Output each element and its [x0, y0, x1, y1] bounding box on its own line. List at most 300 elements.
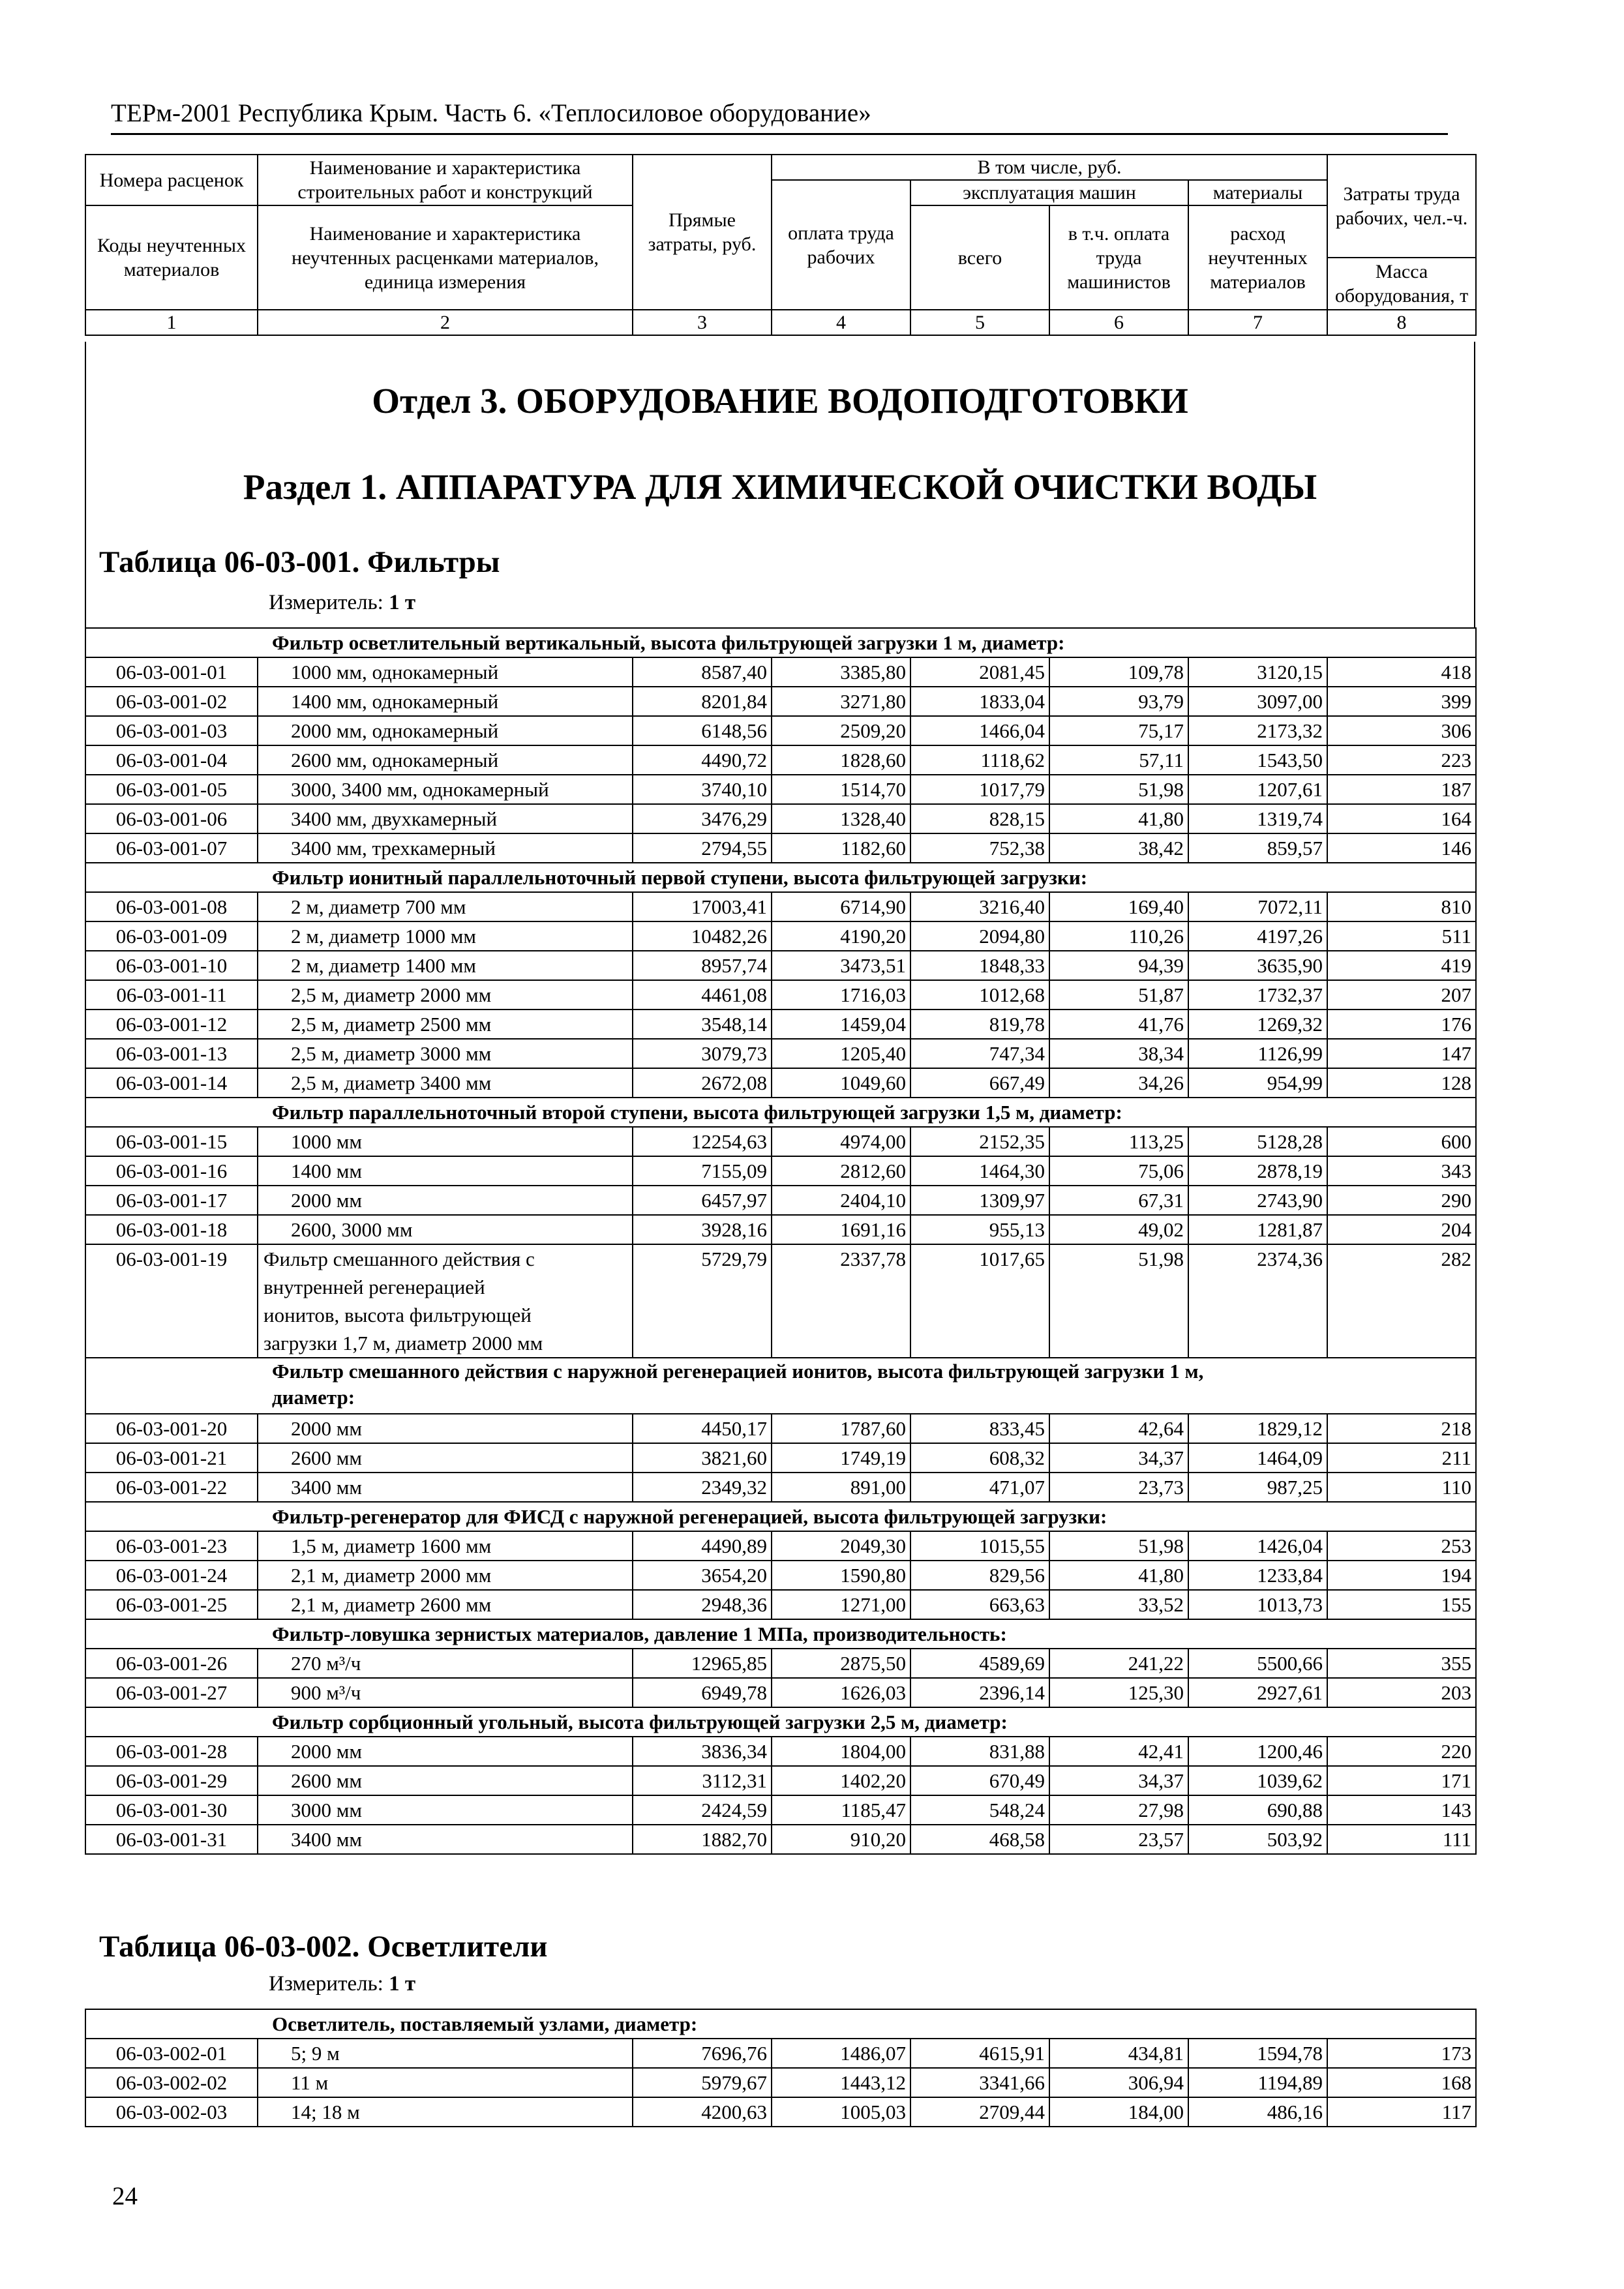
direct-cost: 3836,34: [633, 1737, 772, 1766]
operator-cost: 241,22: [1049, 1649, 1188, 1678]
labor-cost: 1514,70: [772, 775, 910, 804]
group-header-row: [85, 1707, 1476, 1737]
material-cost: 5128,28: [1188, 1127, 1327, 1156]
labor-cost: 1328,40: [772, 804, 910, 833]
labor-hours: 187: [1327, 775, 1476, 804]
page-header: ТЕРм-2001 Республика Крым. Часть 6. «Теплосиловое оборудование»: [111, 99, 871, 127]
direct-cost: 3079,73: [633, 1039, 772, 1068]
direct-cost: 3476,29: [633, 804, 772, 833]
labor-cost: 4190,20: [772, 921, 910, 951]
machines-header: эксплуатация машин: [910, 180, 1188, 205]
operator-cost: 42,64: [1049, 1414, 1188, 1443]
table-row: [85, 1039, 1476, 1068]
operator-cost: 51,87: [1049, 980, 1188, 1010]
item-name: 1,5 м, диаметр 1600 мм: [258, 1531, 633, 1561]
measure-label: Измеритель:: [269, 1972, 383, 1996]
rate-code: 06-03-002-02: [85, 2068, 258, 2097]
col-number: 2: [258, 310, 633, 335]
labor-hours: 810: [1327, 892, 1476, 921]
machine-cost: 1309,97: [910, 1186, 1049, 1215]
col-number: 7: [1188, 310, 1327, 335]
labor-cost: 1486,07: [772, 2039, 910, 2068]
material-cost: 1200,46: [1188, 1737, 1327, 1766]
item-name: 2000 мм: [258, 1737, 633, 1766]
operator-cost: 41,80: [1049, 804, 1188, 833]
machine-cost: 2094,80: [910, 921, 1049, 951]
material-cost: 486,16: [1188, 2097, 1327, 2127]
direct-cost: 3654,20: [633, 1561, 772, 1590]
machine-cost: 1466,04: [910, 716, 1049, 745]
operator-cost: 41,76: [1049, 1010, 1188, 1039]
direct-cost: 6949,78: [633, 1678, 772, 1707]
item-name: 14; 18 м: [258, 2097, 633, 2127]
group-title: [85, 1358, 1476, 1414]
operator-cost: 57,11: [1049, 745, 1188, 775]
labor-cost: 1626,03: [772, 1678, 910, 1707]
material-cost: 5500,66: [1188, 1649, 1327, 1678]
direct-cost: 4200,63: [633, 2097, 772, 2127]
material-cost: 1269,32: [1188, 1010, 1327, 1039]
material-cost: 503,92: [1188, 1825, 1327, 1854]
machine-cost: 1464,30: [910, 1156, 1049, 1186]
direct-cost: 2672,08: [633, 1068, 772, 1098]
operator-cost: 306,94: [1049, 2068, 1188, 2097]
operator-cost: 34,37: [1049, 1766, 1188, 1795]
table-row: [85, 2039, 1476, 2068]
group-header-row: [85, 863, 1476, 892]
table-row: [85, 1010, 1476, 1039]
labor-hours: 110: [1327, 1473, 1476, 1502]
measure-value: 1 т: [389, 591, 416, 614]
operator-cost: 51,98: [1049, 1244, 1188, 1358]
direct-cost: 4490,72: [633, 745, 772, 775]
rate-code: 06-03-001-19: [85, 1244, 258, 1358]
rate-code: 06-03-002-03: [85, 2097, 258, 2127]
labor-hours: 117: [1327, 2097, 1476, 2127]
material-cost: 4197,26: [1188, 921, 1327, 951]
labor-hours: 171: [1327, 1766, 1476, 1795]
materials-header: материалы: [1188, 180, 1327, 205]
rate-code: 06-03-001-21: [85, 1443, 258, 1473]
labor-cost: 1271,00: [772, 1590, 910, 1619]
direct-cost: 5979,67: [633, 2068, 772, 2097]
rate-code: 06-03-001-28: [85, 1737, 258, 1766]
labor-cost: 1804,00: [772, 1737, 910, 1766]
group-title: Осветлитель, поставляемый узлами, диаметр:: [85, 2009, 1476, 2039]
labor-hours: 419: [1327, 951, 1476, 980]
labor-cost: 1691,16: [772, 1215, 910, 1244]
machine-cost: 831,88: [910, 1737, 1049, 1766]
group-title: Фильтр-регенератор для ФИСД с наружной регенерацией, высота фильтрующей загрузки:: [85, 1502, 1476, 1531]
material-cost: 2878,19: [1188, 1156, 1327, 1186]
item-name: 3000 мм: [258, 1795, 633, 1825]
material-cost: 1013,73: [1188, 1590, 1327, 1619]
measure-value: 1 т: [389, 1972, 416, 1996]
operator-cost: 41,80: [1049, 1561, 1188, 1590]
operator-cost: 51,98: [1049, 775, 1188, 804]
direct-cost: 2424,59: [633, 1795, 772, 1825]
item-name: 2600, 3000 мм: [258, 1215, 633, 1244]
machine-cost: 670,49: [910, 1766, 1049, 1795]
page-number: 24: [112, 2182, 138, 2210]
rate-code: 06-03-001-31: [85, 1825, 258, 1854]
labor-cost: 1459,04: [772, 1010, 910, 1039]
section-title: Раздел 1. АППАРАТУРА ДЛЯ ХИМИЧЕСКОЙ ОЧИСТКИ ВОДЫ: [243, 467, 1317, 507]
direct-cost: 3112,31: [633, 1766, 772, 1795]
rate-code: 06-03-001-05: [85, 775, 258, 804]
labor-hours: 418: [1327, 657, 1476, 687]
table-row: [85, 775, 1476, 804]
rate-code: 06-03-002-01: [85, 2039, 258, 2068]
group-header-row: [85, 1098, 1476, 1127]
labor-cost: 1828,60: [772, 745, 910, 775]
direct-cost: 3928,16: [633, 1215, 772, 1244]
item-name: 11 м: [258, 2068, 633, 2097]
group-title-line: диаметр:: [272, 1386, 355, 1409]
direct-cost: 7696,76: [633, 2039, 772, 2068]
labor-cost: 3271,80: [772, 687, 910, 716]
direct-cost: 2349,32: [633, 1473, 772, 1502]
labor-hours: 128: [1327, 1068, 1476, 1098]
material-cost: 2374,36: [1188, 1244, 1327, 1358]
material-cost: 1732,37: [1188, 980, 1327, 1010]
table-row: [85, 921, 1476, 951]
item-name: 3400 мм: [258, 1825, 633, 1854]
material-cost: 7072,11: [1188, 892, 1327, 921]
material-cost: 1039,62: [1188, 1766, 1327, 1795]
table-row: [85, 1590, 1476, 1619]
rate-code: 06-03-001-30: [85, 1795, 258, 1825]
labor-cost: 4974,00: [772, 1127, 910, 1156]
table-row: [85, 657, 1476, 687]
col1-header-top: Номера расценок: [85, 155, 258, 205]
table-row: [85, 1244, 1476, 1358]
machine-cost: 663,63: [910, 1590, 1049, 1619]
labor-cost: 891,00: [772, 1473, 910, 1502]
rate-code: 06-03-001-16: [85, 1156, 258, 1186]
table-row: [85, 1795, 1476, 1825]
material-cost: 2927,61: [1188, 1678, 1327, 1707]
machine-cost: 471,07: [910, 1473, 1049, 1502]
col3-header: Прямые затраты, руб.: [633, 155, 772, 310]
rate-code: 06-03-001-23: [85, 1531, 258, 1561]
direct-cost: 3821,60: [633, 1443, 772, 1473]
rate-code: 06-03-001-15: [85, 1127, 258, 1156]
material-cost: 1233,84: [1188, 1561, 1327, 1590]
operator-cost: 38,34: [1049, 1039, 1188, 1068]
group-header-row: [85, 628, 1476, 657]
operator-cost: 110,26: [1049, 921, 1188, 951]
rate-code: 06-03-001-11: [85, 980, 258, 1010]
item-name: 2,1 м, диаметр 2600 мм: [258, 1590, 633, 1619]
table-row: [85, 2068, 1476, 2097]
material-cost: 1594,78: [1188, 2039, 1327, 2068]
col-number: 3: [633, 310, 772, 335]
col5-header: всего: [910, 205, 1049, 310]
rate-code: 06-03-001-26: [85, 1649, 258, 1678]
machine-cost: 2081,45: [910, 657, 1049, 687]
machine-cost: 667,49: [910, 1068, 1049, 1098]
machine-cost: 752,38: [910, 833, 1049, 863]
direct-cost: 12254,63: [633, 1127, 772, 1156]
material-cost: 954,99: [1188, 1068, 1327, 1098]
labor-cost: 3473,51: [772, 951, 910, 980]
direct-cost: 17003,41: [633, 892, 772, 921]
material-cost: 1426,04: [1188, 1531, 1327, 1561]
labor-hours: 155: [1327, 1590, 1476, 1619]
table-row: [85, 892, 1476, 921]
labor-cost: 1185,47: [772, 1795, 910, 1825]
col-number: 1: [85, 310, 258, 335]
rate-code: 06-03-001-09: [85, 921, 258, 951]
labor-hours: 399: [1327, 687, 1476, 716]
labor-cost: 2049,30: [772, 1531, 910, 1561]
operator-cost: 49,02: [1049, 1215, 1188, 1244]
header-rule: [111, 133, 1448, 135]
labor-cost: 1049,60: [772, 1068, 910, 1098]
table-title: Таблица 06-03-002. Осветлители: [99, 1930, 548, 1964]
material-cost: 1319,74: [1188, 804, 1327, 833]
operator-cost: 75,06: [1049, 1156, 1188, 1186]
labor-hours: 168: [1327, 2068, 1476, 2097]
labor-cost: 1205,40: [772, 1039, 910, 1068]
labor-cost: 2337,78: [772, 1244, 910, 1358]
labor-cost: 2509,20: [772, 716, 910, 745]
machine-cost: 1017,79: [910, 775, 1049, 804]
table-row: [85, 980, 1476, 1010]
direct-cost: 6457,97: [633, 1186, 772, 1215]
item-name: 3400 мм, двухкамерный: [258, 804, 633, 833]
machine-cost: 1848,33: [910, 951, 1049, 980]
rate-code: 06-03-001-10: [85, 951, 258, 980]
item-name: 2,1 м, диаметр 2000 мм: [258, 1561, 633, 1590]
group-title-line: Фильтр смешанного действия с наружной регенерацией ионитов, высота фильтрующей загрузки 1 м,: [272, 1360, 1204, 1383]
table-row: [85, 951, 1476, 980]
item-name: 1000 мм: [258, 1127, 633, 1156]
table-row: [85, 1561, 1476, 1590]
department-title: Отдел 3. ОБОРУДОВАНИЕ ВОДОПОДГОТОВКИ: [372, 381, 1188, 421]
labor-hours: 223: [1327, 745, 1476, 775]
operator-cost: 184,00: [1049, 2097, 1188, 2127]
operator-cost: 434,81: [1049, 2039, 1188, 2068]
table-row: [85, 1068, 1476, 1098]
labor-hours: 204: [1327, 1215, 1476, 1244]
labor-hours: 111: [1327, 1825, 1476, 1854]
rate-code: 06-03-001-07: [85, 833, 258, 863]
labor-hours: 253: [1327, 1531, 1476, 1561]
machine-cost: 2152,35: [910, 1127, 1049, 1156]
operator-cost: 23,57: [1049, 1825, 1188, 1854]
labor-hours: 203: [1327, 1678, 1476, 1707]
col7-header: расход неучтенных материалов: [1188, 205, 1327, 310]
group-title: Фильтр параллельноточный второй ступени, высота фильтрующей загрузки 1,5 м, диаметр:: [85, 1098, 1476, 1127]
labor-cost: 2812,60: [772, 1156, 910, 1186]
labor-cost: 3385,80: [772, 657, 910, 687]
labor-hours: 211: [1327, 1443, 1476, 1473]
item-name: 2,5 м, диаметр 3400 мм: [258, 1068, 633, 1098]
machine-cost: 1012,68: [910, 980, 1049, 1010]
item-name: 2600 мм, однокамерный: [258, 745, 633, 775]
measure-unit: [269, 1969, 415, 1998]
labor-cost: 2404,10: [772, 1186, 910, 1215]
direct-cost: 7155,09: [633, 1156, 772, 1186]
operator-cost: 169,40: [1049, 892, 1188, 921]
machine-cost: 1017,65: [910, 1244, 1049, 1358]
labor-cost: 1787,60: [772, 1414, 910, 1443]
material-cost: 859,57: [1188, 833, 1327, 863]
table-row: [85, 1156, 1476, 1186]
operator-cost: 93,79: [1049, 687, 1188, 716]
direct-cost: 4490,89: [633, 1531, 772, 1561]
group-title: Фильтр ионитный параллельноточный первой ступени, высота фильтрующей загрузки:: [85, 863, 1476, 892]
labor-cost: 910,20: [772, 1825, 910, 1854]
direct-cost: 6148,56: [633, 716, 772, 745]
machine-cost: 829,56: [910, 1561, 1049, 1590]
labor-cost: 1590,80: [772, 1561, 910, 1590]
col8-header-bottom: Масса оборудования, т: [1327, 258, 1476, 310]
rate-code: 06-03-001-14: [85, 1068, 258, 1098]
labor-hours: 220: [1327, 1737, 1476, 1766]
table-row: [85, 687, 1476, 716]
labor-hours: 164: [1327, 804, 1476, 833]
measure-label: Измеритель:: [269, 591, 383, 614]
data-table-clarifiers: [85, 2009, 1477, 2127]
material-cost: 1281,87: [1188, 1215, 1327, 1244]
rate-code: 06-03-001-17: [85, 1186, 258, 1215]
item-name: 1400 мм, однокамерный: [258, 687, 633, 716]
labor-hours: 290: [1327, 1186, 1476, 1215]
machine-cost: 3341,66: [910, 2068, 1049, 2097]
direct-cost: 3548,14: [633, 1010, 772, 1039]
rate-code: 06-03-001-22: [85, 1473, 258, 1502]
machine-cost: 828,15: [910, 804, 1049, 833]
col2-header-top: Наименование и характеристика строительных работ и конструкций: [258, 155, 633, 205]
col-number: 4: [772, 310, 910, 335]
direct-cost: 2948,36: [633, 1590, 772, 1619]
item-name: 1400 мм: [258, 1156, 633, 1186]
labor-cost: 1443,12: [772, 2068, 910, 2097]
labor-hours: 147: [1327, 1039, 1476, 1068]
table-row: [85, 833, 1476, 863]
labor-hours: 143: [1327, 1795, 1476, 1825]
machine-cost: 2709,44: [910, 2097, 1049, 2127]
material-cost: 3635,90: [1188, 951, 1327, 980]
direct-cost: 8957,74: [633, 951, 772, 980]
operator-cost: 125,30: [1049, 1678, 1188, 1707]
operator-cost: 34,26: [1049, 1068, 1188, 1098]
group-title: Фильтр сорбционный угольный, высота фильтрующей загрузки 2,5 м, диаметр:: [85, 1707, 1476, 1737]
table-row: [85, 716, 1476, 745]
table-title: Таблица 06-03-001. Фильтры: [99, 545, 500, 579]
material-cost: 3120,15: [1188, 657, 1327, 687]
material-cost: 1207,61: [1188, 775, 1327, 804]
operator-cost: 38,42: [1049, 833, 1188, 863]
operator-cost: 34,37: [1049, 1443, 1188, 1473]
item-name-line: внутренней регенерацией: [263, 1276, 485, 1298]
group-header-row: [85, 1358, 1476, 1414]
machine-cost: 955,13: [910, 1215, 1049, 1244]
table-row: [85, 1215, 1476, 1244]
item-name: 3400 мм, трехкамерный: [258, 833, 633, 863]
material-cost: 987,25: [1188, 1473, 1327, 1502]
material-cost: 690,88: [1188, 1795, 1327, 1825]
direct-cost: 8201,84: [633, 687, 772, 716]
labor-hours: 282: [1327, 1244, 1476, 1358]
direct-cost: 5729,79: [633, 1244, 772, 1358]
item-name: 2,5 м, диаметр 2000 мм: [258, 980, 633, 1010]
item-name: 5; 9 м: [258, 2039, 633, 2068]
col-number: 6: [1049, 310, 1188, 335]
item-name: 3000, 3400 мм, однокамерный: [258, 775, 633, 804]
operator-cost: 51,98: [1049, 1531, 1188, 1561]
table-row: [85, 1414, 1476, 1443]
col-number: 8: [1327, 310, 1476, 335]
rate-code: 06-03-001-27: [85, 1678, 258, 1707]
table-row: [85, 804, 1476, 833]
operator-cost: 75,17: [1049, 716, 1188, 745]
machine-cost: 4615,91: [910, 2039, 1049, 2068]
rate-code: 06-03-001-08: [85, 892, 258, 921]
machine-cost: 833,45: [910, 1414, 1049, 1443]
data-table-filters: [85, 627, 1477, 1855]
item-name: 900 м³/ч: [258, 1678, 633, 1707]
item-name: 2,5 м, диаметр 2500 мм: [258, 1010, 633, 1039]
item-name: 2600 мм: [258, 1443, 633, 1473]
column-header-table: [85, 154, 1477, 336]
operator-cost: 94,39: [1049, 951, 1188, 980]
direct-cost: 8587,40: [633, 657, 772, 687]
material-cost: 2743,90: [1188, 1186, 1327, 1215]
table-row: [85, 2097, 1476, 2127]
table-row: [85, 1766, 1476, 1795]
rate-code: 06-03-001-01: [85, 657, 258, 687]
measure-unit: [269, 588, 415, 617]
labor-cost: 1749,19: [772, 1443, 910, 1473]
group-header-row: [85, 2009, 1476, 2039]
incl-header: В том числе, руб.: [772, 155, 1327, 180]
item-name-line: ионитов, высота фильтрующей: [263, 1304, 532, 1326]
material-cost: 2173,32: [1188, 716, 1327, 745]
group-title: Фильтр осветлительный вертикальный, высота фильтрующей загрузки 1 м, диаметр:: [85, 628, 1476, 657]
group-title: Фильтр-ловушка зернистых материалов, давление 1 МПа, производительность:: [85, 1619, 1476, 1649]
labor-hours: 511: [1327, 921, 1476, 951]
machine-cost: 1015,55: [910, 1531, 1049, 1561]
table-row: [85, 1678, 1476, 1707]
direct-cost: 2794,55: [633, 833, 772, 863]
labor-hours: 306: [1327, 716, 1476, 745]
item-name-line: загрузки 1,7 м, диаметр 2000 мм: [263, 1332, 543, 1354]
labor-cost: 1182,60: [772, 833, 910, 863]
table-row: [85, 1186, 1476, 1215]
item-name: 2 м, диаметр 1000 мм: [258, 921, 633, 951]
material-cost: 1543,50: [1188, 745, 1327, 775]
machine-cost: 3216,40: [910, 892, 1049, 921]
item-name: 2000 мм: [258, 1186, 633, 1215]
rate-code: 06-03-001-02: [85, 687, 258, 716]
machine-cost: 819,78: [910, 1010, 1049, 1039]
item-name: 2 м, диаметр 700 мм: [258, 892, 633, 921]
item-name: 3400 мм: [258, 1473, 633, 1502]
item-name: 1000 мм, однокамерный: [258, 657, 633, 687]
item-name: 2,5 м, диаметр 3000 мм: [258, 1039, 633, 1068]
operator-cost: 109,78: [1049, 657, 1188, 687]
labor-hours: 146: [1327, 833, 1476, 863]
rate-code: 06-03-001-25: [85, 1590, 258, 1619]
operator-cost: 23,73: [1049, 1473, 1188, 1502]
item-name: 2600 мм: [258, 1766, 633, 1795]
labor-hours: 176: [1327, 1010, 1476, 1039]
material-cost: 1464,09: [1188, 1443, 1327, 1473]
